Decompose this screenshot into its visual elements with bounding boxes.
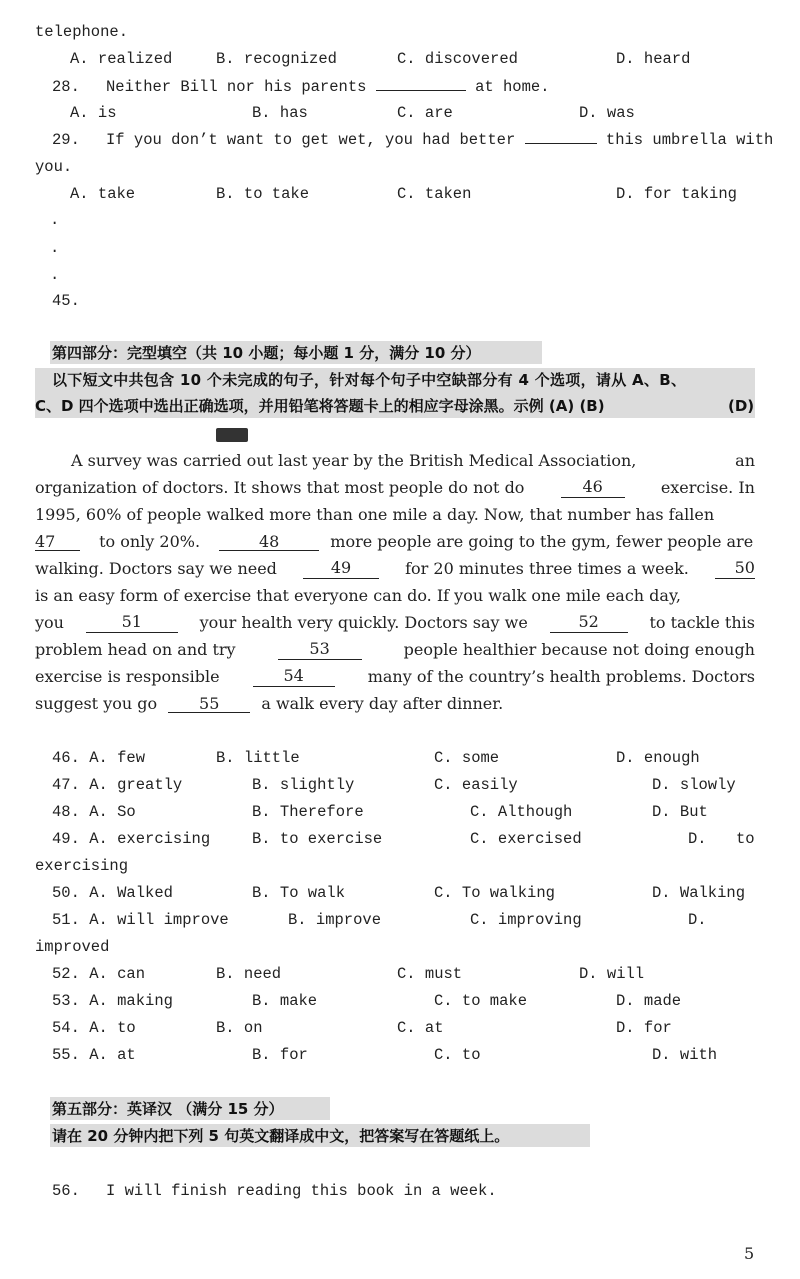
option-49d-cont: exercising: [35, 857, 129, 875]
option-row-49: 49. A. exercising: [52, 830, 211, 848]
q29-stem-post: this umbrella with: [605, 131, 774, 149]
example-option-d: (D): [728, 397, 755, 415]
option-50b: B. To walk: [252, 884, 346, 902]
part4-instruction-line2: C、D 四个选项中选出正确选项，并用铅笔将答题卡上的相应字母涂黑。示例 (A) (B): [35, 397, 605, 415]
option-row-55: 55. A. at: [52, 1046, 136, 1064]
option-51c: C. improving: [470, 911, 582, 929]
option-27c: C. discovered: [397, 50, 518, 68]
option-49d-letter: D.: [688, 830, 707, 848]
option-28c: C. are: [397, 104, 453, 122]
option-row-54: 54. A. to: [52, 1019, 136, 1037]
blank-52[interactable]: 52: [550, 613, 628, 633]
q28-stem-pre: Neither Bill nor his parents: [106, 78, 367, 96]
option-row-53: 53. A. making: [52, 992, 173, 1010]
option-46b: B. little: [216, 749, 300, 767]
passage-line: organization of doctors. It shows that most people do not do 46 exercise. In: [35, 477, 755, 497]
q56-number: 56.: [52, 1182, 80, 1200]
option-50c: C. To walking: [434, 884, 555, 902]
option-row-47: 47. A. greatly: [52, 776, 183, 794]
part5-instruction: 请在 20 分钟内把下列 5 句英文翻译成中文，把答案写在答题纸上。: [52, 1127, 510, 1145]
blank-47[interactable]: 47: [35, 533, 80, 551]
blank-46[interactable]: 46: [561, 478, 625, 498]
option-53b: B. make: [252, 992, 318, 1010]
option-54d: D. for: [616, 1019, 672, 1037]
option-48b: B. Therefore: [252, 803, 364, 821]
option-52d: D. will: [579, 965, 645, 983]
ellipsis-dot: .: [50, 266, 60, 284]
ellipsis-dot: .: [50, 211, 60, 229]
option-49b: B. to exercise: [252, 830, 383, 848]
option-55c: C. to: [434, 1046, 481, 1064]
option-28d: D. was: [579, 104, 635, 122]
option-53d: D. made: [616, 992, 682, 1010]
q28-blank[interactable]: [376, 90, 466, 91]
option-27a: A. realized: [70, 50, 173, 68]
option-51d-cont: improved: [35, 938, 110, 956]
q29-stem: [106, 130, 773, 150]
q28-stem-post: at home.: [475, 78, 550, 96]
option-50d: D. Walking: [652, 884, 746, 902]
option-49d-word: to: [736, 830, 755, 848]
part5-heading: 第五部分：英译汉 （满分 15 分）: [52, 1100, 284, 1118]
option-47c: C. easily: [434, 776, 518, 794]
option-54b: B. on: [216, 1019, 263, 1037]
option-49c: C. exercised: [470, 830, 582, 848]
option-row-50: 50. A. Walked: [52, 884, 173, 902]
q29-stem-cont: you.: [35, 158, 73, 176]
q45-number: 45.: [52, 292, 80, 310]
option-47d: D. slowly: [652, 776, 736, 794]
q28-stem: [106, 77, 550, 97]
passage-line: suggest you go 55 a walk every day after dinner.: [35, 694, 504, 713]
option-48c: C. Although: [470, 803, 573, 821]
ellipsis-dot: .: [50, 239, 60, 257]
option-27d: D. heard: [616, 50, 691, 68]
passage-line: exercise is responsible 54 many of the country’s health problems. Doctors: [35, 666, 755, 686]
option-27b: B. recognized: [216, 50, 337, 68]
option-54c: C. at: [397, 1019, 444, 1037]
option-47b: B. slightly: [252, 776, 355, 794]
option-46c: C. some: [434, 749, 500, 767]
option-51b: B. improve: [288, 911, 382, 929]
blank-48[interactable]: 48: [219, 533, 319, 551]
blank-49[interactable]: 49: [303, 559, 379, 579]
example-filled-mark-icon: [216, 428, 248, 442]
blank-53[interactable]: 53: [278, 640, 362, 660]
passage-line: A survey was carried out last year by the British Medical Association, an: [71, 451, 755, 470]
q56-text: I will finish reading this book in a week.: [106, 1182, 497, 1200]
option-28b: B. has: [252, 104, 308, 122]
option-52c: C. must: [397, 965, 463, 983]
blank-50[interactable]: 50: [715, 559, 755, 579]
blank-54[interactable]: 54: [253, 667, 335, 687]
option-48d: D. But: [652, 803, 708, 821]
option-52b: B. need: [216, 965, 282, 983]
q29-stem-pre: If you don’t want to get wet, you had better: [106, 131, 516, 149]
blank-51[interactable]: 51: [86, 613, 178, 633]
option-28a: A. is: [70, 104, 117, 122]
passage-line: 1995, 60% of people walked more than one mile a day. Now, that number has fallen: [35, 505, 715, 524]
q29-number: 29.: [52, 131, 80, 149]
part4-heading: 第四部分：完型填空（共 10 小题；每小题 1 分，满分 10 分）: [52, 344, 481, 362]
q29-blank[interactable]: [525, 143, 597, 144]
passage-line: walking. Doctors say we need 49 for 20 minutes three times a week. 50: [35, 558, 755, 578]
line-telephone: telephone.: [35, 23, 129, 41]
option-29a: A. take: [70, 185, 136, 203]
q28-number: 28.: [52, 78, 80, 96]
blank-55[interactable]: 55: [168, 695, 250, 713]
option-row-52: 52. A. can: [52, 965, 146, 983]
passage-line: is an easy form of exercise that everyone can do. If you walk one mile each day,: [35, 586, 681, 605]
option-row-46: 46. A. few: [52, 749, 146, 767]
passage-line: 47 to only 20%. 48 more people are going to the gym, fewer people are: [35, 532, 754, 551]
option-46d: D. enough: [616, 749, 700, 767]
option-55d: D. with: [652, 1046, 718, 1064]
option-29b: B. to take: [216, 185, 310, 203]
option-55b: B. for: [252, 1046, 308, 1064]
option-29c: C. taken: [397, 185, 472, 203]
option-29d: D. for taking: [616, 185, 737, 203]
passage-line: problem head on and try 53 people healthier because not doing enough: [35, 639, 755, 659]
option-row-51: 51. A. will improve: [52, 911, 229, 929]
option-51d-letter: D.: [688, 911, 707, 929]
option-53c: C. to make: [434, 992, 528, 1010]
part4-instruction-line1: 以下短文中共包含 10 个未完成的句子，针对每个句子中空缺部分有 4 个选项，请从 A、B、: [52, 371, 687, 389]
option-row-48: 48. A. So: [52, 803, 136, 821]
page-number: 5: [744, 1244, 755, 1263]
passage-line: you 51 your health very quickly. Doctors say we 52 to tackle this: [35, 612, 755, 632]
